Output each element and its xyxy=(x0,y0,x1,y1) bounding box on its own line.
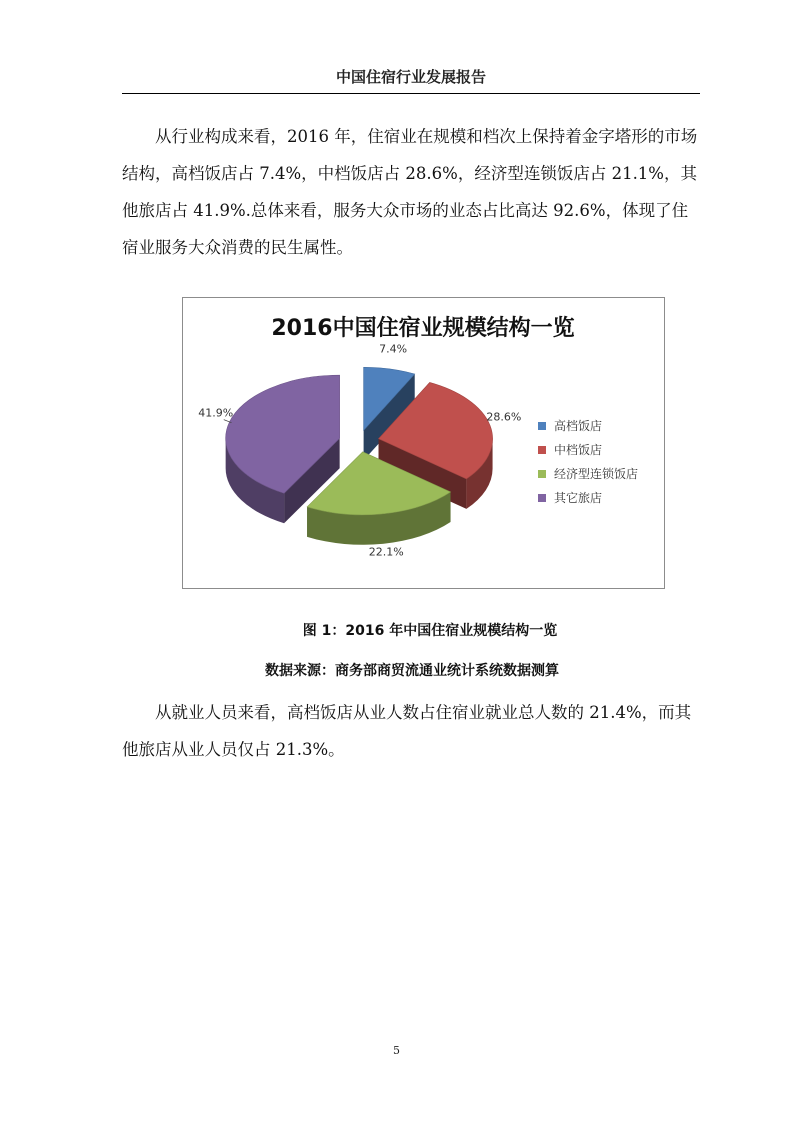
chart-title: 2016中国住宿业规模结构一览 xyxy=(271,316,575,341)
figure-caption: 图 1：2016 年中国住宿业规模结构一览 xyxy=(302,623,558,639)
pie-chart-canvas xyxy=(183,298,664,588)
running-header: 中国住宿行业发展报告 xyxy=(335,68,486,86)
chart-legend xyxy=(538,418,638,505)
page-number: 5 xyxy=(393,1044,400,1057)
pie-data-label-3: 41.9% xyxy=(198,406,234,420)
legend-label-2: 经济型连锁饭店 xyxy=(554,467,639,481)
pie-data-label-1: 28.6% xyxy=(486,410,522,424)
legend-label-3: 其它旅店 xyxy=(554,491,603,505)
legend-swatch-3 xyxy=(538,494,546,502)
paragraph-employment: 从就业人员来看，高档饭店从业人数占住宿业就业总人数的 21.4%，而其他旅店从业人员仅占 21.3%。 xyxy=(122,703,692,759)
pie-data-label-2: 22.1% xyxy=(368,545,404,559)
source-caption: 数据来源：商务部商贸流通业统计系统数据测算 xyxy=(265,663,559,679)
legend-swatch-0 xyxy=(538,422,546,430)
pie-data-label-0: 7.4% xyxy=(379,342,408,356)
pie-chart xyxy=(182,297,665,589)
legend-swatch-2 xyxy=(538,470,546,478)
header-rule xyxy=(122,93,700,94)
legend-swatch-1 xyxy=(538,446,546,454)
legend-label-1: 中档饭店 xyxy=(554,443,603,457)
legend-label-0: 高档饭店 xyxy=(554,419,603,433)
paragraph-industry-structure: 从行业构成来看，2016 年，住宿业在规模和档次上保持着金字塔形的市场结构，高档饭店占 7.4%，中档饭店占 28.6%，经济型连锁饭店占 21.1%，其他旅店占 41.9%.总体来看，服务大众市场的业态占比高达 92.6%，体现了住宿业服务大众消费的民生属性。 xyxy=(122,127,698,257)
